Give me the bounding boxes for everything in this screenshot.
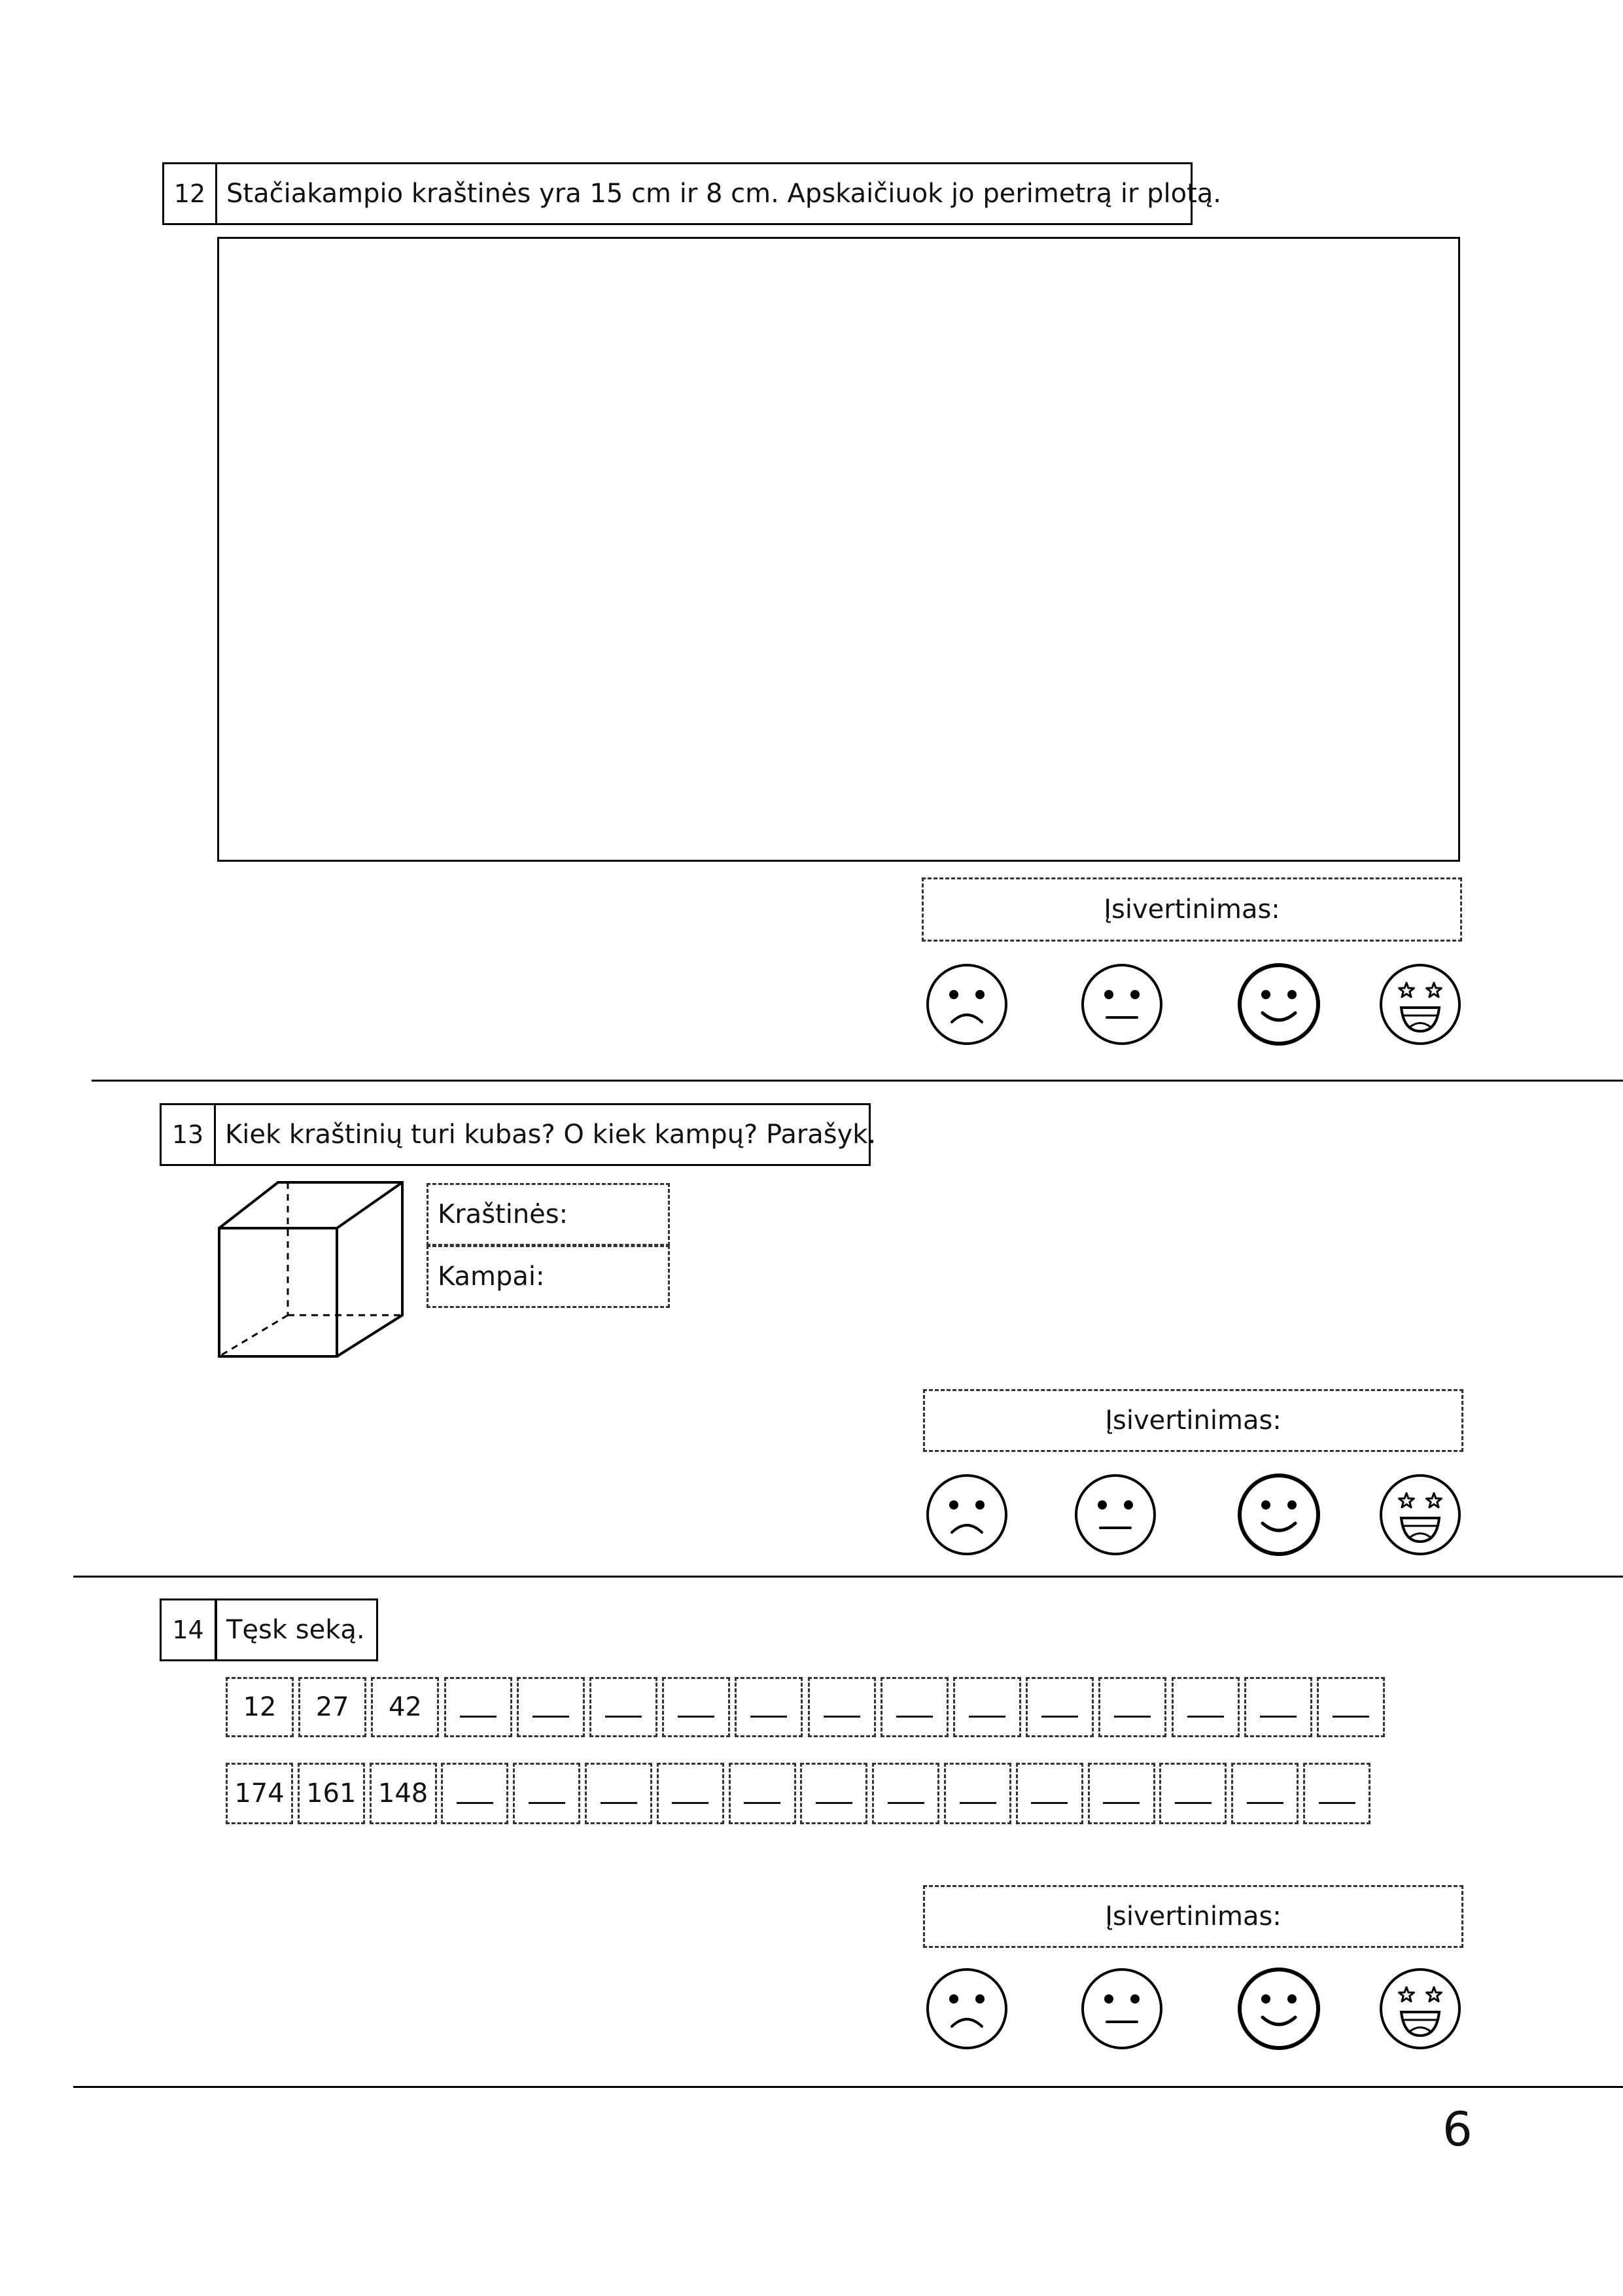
sequence-blank[interactable] bbox=[808, 1677, 876, 1737]
sequence-blank[interactable] bbox=[944, 1763, 1011, 1824]
blank-line bbox=[457, 1802, 493, 1804]
sequence-blank[interactable] bbox=[662, 1677, 730, 1737]
sequence-blank[interactable] bbox=[800, 1763, 867, 1824]
cube-icon bbox=[209, 1174, 412, 1368]
blank-line bbox=[1187, 1716, 1224, 1718]
blank-line bbox=[1260, 1716, 1297, 1718]
sequence-blank[interactable] bbox=[1231, 1763, 1299, 1824]
self-assessment-label: Įsivertinimas: bbox=[923, 1885, 1463, 1948]
blank-line bbox=[969, 1716, 1005, 1718]
sequence-blank[interactable] bbox=[1159, 1763, 1227, 1824]
blank-line bbox=[1319, 1802, 1355, 1804]
separator-line bbox=[92, 1080, 1623, 1082]
sequence-blank[interactable] bbox=[657, 1763, 724, 1824]
blank-line bbox=[678, 1716, 714, 1718]
sequence-blank[interactable] bbox=[517, 1677, 585, 1737]
sequence-blank[interactable] bbox=[1172, 1677, 1240, 1737]
sequence-blank[interactable] bbox=[1026, 1677, 1094, 1737]
sequence-blank[interactable] bbox=[1088, 1763, 1155, 1824]
question-number: 13 bbox=[160, 1103, 216, 1166]
sequence-value: 27 bbox=[298, 1677, 366, 1737]
neutral-face-icon[interactable] bbox=[1079, 1966, 1164, 2051]
sequence-value: 161 bbox=[298, 1763, 365, 1824]
sequence-blank[interactable] bbox=[953, 1677, 1021, 1737]
question-text: Kiek kraštinių turi kubas? O kiek kampų? Parašyk. bbox=[214, 1103, 871, 1166]
blank-line bbox=[672, 1802, 708, 1804]
sequence-blank[interactable] bbox=[1016, 1763, 1083, 1824]
sequence-blank[interactable] bbox=[513, 1763, 580, 1824]
question-number: 12 bbox=[162, 162, 217, 225]
sequence-value: 148 bbox=[370, 1763, 437, 1824]
blank-line bbox=[888, 1802, 924, 1804]
sequence-blank[interactable] bbox=[1303, 1763, 1370, 1824]
separator-line bbox=[73, 1576, 1623, 1578]
sequence-blank[interactable] bbox=[444, 1677, 512, 1737]
blank-line bbox=[532, 1716, 569, 1718]
blank-line bbox=[601, 1802, 637, 1804]
star-eyes-face-icon[interactable] bbox=[1378, 962, 1463, 1047]
blank-line bbox=[744, 1802, 780, 1804]
sad-face-icon[interactable] bbox=[924, 962, 1009, 1047]
blank-line bbox=[1031, 1802, 1068, 1804]
sad-face-icon[interactable] bbox=[924, 1966, 1009, 2051]
separator-line bbox=[73, 2086, 1623, 2088]
self-assessment-label: Įsivertinimas: bbox=[922, 877, 1462, 942]
sad-face-icon[interactable] bbox=[924, 1472, 1009, 1557]
sequence-value: 42 bbox=[371, 1677, 439, 1737]
blank-line bbox=[605, 1716, 642, 1718]
edges-field[interactable] bbox=[427, 1183, 670, 1246]
blank-line bbox=[1103, 1802, 1140, 1804]
vertices-field[interactable] bbox=[427, 1245, 670, 1308]
vertices-label: Kampai: bbox=[438, 1262, 545, 1292]
sequence-blank[interactable] bbox=[585, 1763, 652, 1824]
star-eyes-face-icon[interactable] bbox=[1378, 1966, 1463, 2051]
sequence-value: 174 bbox=[226, 1763, 293, 1824]
blank-line bbox=[1333, 1716, 1369, 1718]
sequence-blank[interactable] bbox=[735, 1677, 803, 1737]
page-number: 6 bbox=[1442, 2102, 1473, 2157]
smile-face-icon[interactable] bbox=[1236, 1966, 1321, 2051]
sequence-blank[interactable] bbox=[1317, 1677, 1385, 1737]
blank-line bbox=[960, 1802, 996, 1804]
sequence-blank[interactable] bbox=[881, 1677, 949, 1737]
blank-line bbox=[750, 1716, 787, 1718]
sequence-blank[interactable] bbox=[729, 1763, 796, 1824]
blank-line bbox=[1114, 1716, 1151, 1718]
blank-line bbox=[460, 1716, 497, 1718]
sequence-value: 12 bbox=[226, 1677, 294, 1737]
neutral-face-icon[interactable] bbox=[1079, 962, 1164, 1047]
question-text: Stačiakampio kraštinės yra 15 cm ir 8 cm. Apskaičiuok jo perimetrą ir plotą. bbox=[215, 162, 1193, 225]
blank-line bbox=[1175, 1802, 1212, 1804]
answer-area[interactable] bbox=[217, 237, 1460, 862]
sequence-blank[interactable] bbox=[1098, 1677, 1166, 1737]
sequence-blank[interactable] bbox=[441, 1763, 508, 1824]
blank-line bbox=[824, 1716, 860, 1718]
blank-line bbox=[896, 1716, 933, 1718]
question-number: 14 bbox=[160, 1598, 217, 1661]
neutral-face-icon[interactable] bbox=[1073, 1472, 1158, 1557]
self-assessment-label: Įsivertinimas: bbox=[923, 1389, 1463, 1452]
edges-label: Kraštinės: bbox=[438, 1199, 568, 1229]
blank-line bbox=[1247, 1802, 1283, 1804]
question-text: Tęsk seką. bbox=[215, 1598, 378, 1661]
sequence-blank[interactable] bbox=[1244, 1677, 1312, 1737]
sequence-blank[interactable] bbox=[872, 1763, 939, 1824]
blank-line bbox=[529, 1802, 565, 1804]
sequence-blank[interactable] bbox=[589, 1677, 657, 1737]
smile-face-icon[interactable] bbox=[1236, 962, 1321, 1047]
blank-line bbox=[1041, 1716, 1078, 1718]
star-eyes-face-icon[interactable] bbox=[1378, 1472, 1463, 1557]
blank-line bbox=[816, 1802, 852, 1804]
smile-face-icon[interactable] bbox=[1236, 1472, 1321, 1557]
